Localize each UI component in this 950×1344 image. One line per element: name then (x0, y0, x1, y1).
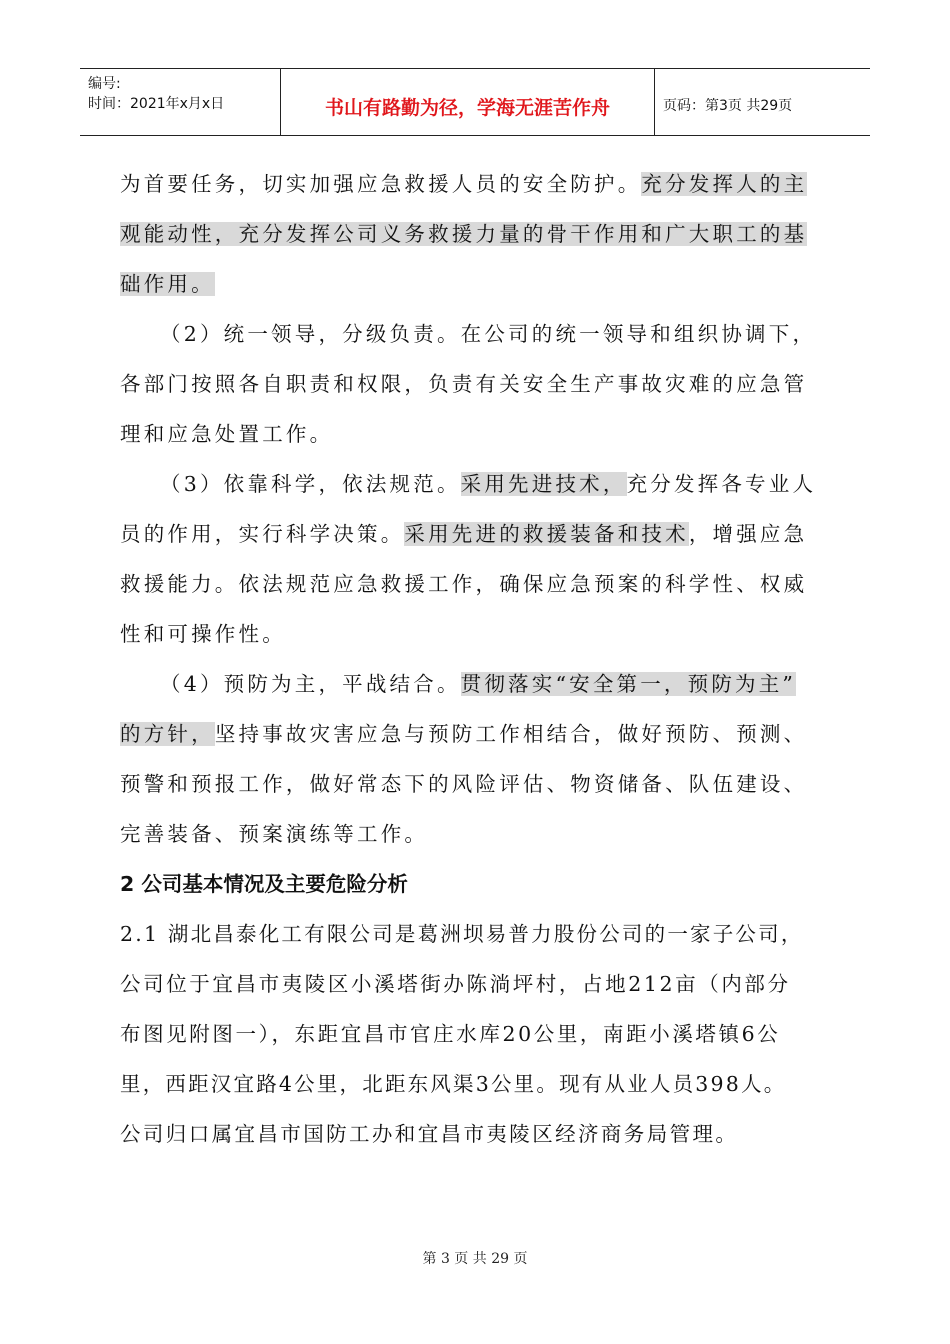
text-run: 完善装备、预案演练等工作。 (120, 822, 429, 846)
highlighted-text: 贯彻落实“安全第一，预防为主” (460, 672, 797, 696)
header-page-cell (655, 69, 870, 135)
text-run: 公司归口属宜昌市国防工办和宜昌市夷陵区经济商务局管理。 (120, 1122, 739, 1146)
header-page-info: 页码：第3页 共29页 (663, 98, 793, 114)
text-run: 救援能力。依法规范应急救援工作，确保应急预案的科学性、权威 (120, 572, 808, 596)
body-line (160, 312, 816, 356)
date-label: 时间：2021年x月x日 (88, 96, 225, 112)
body-line (120, 512, 807, 556)
header-motto-cell (281, 69, 655, 135)
text-run: 性和可操作性。 (120, 622, 286, 646)
highlighted-text: 础作用。 (120, 272, 215, 296)
body-line (120, 962, 791, 1006)
body-line (120, 712, 807, 756)
body-line (120, 912, 804, 956)
text-run: 里，西距汉宜路4公里，北距东风渠3公里。现有从业人员398人。 (120, 1072, 787, 1096)
text-run: （3）依靠科学，依法规范。 (160, 472, 461, 496)
text-run: 充分发挥各专业人 (626, 472, 817, 496)
text-run: （2）统一领导，分级负责。在公司的统一领导和组织协调下， (160, 322, 817, 346)
highlighted-text: 的方针， (120, 722, 215, 746)
header-motto: 书山有路勤为径，学海无涯苦作舟 (324, 97, 610, 119)
body-line (160, 462, 816, 506)
body-line (120, 812, 428, 856)
body-line (120, 612, 286, 656)
text-run: ，增强应急 (688, 522, 808, 546)
number-label: 编号: (88, 76, 121, 92)
body-line (120, 1012, 780, 1056)
page-footer: 第 3 页 共 29 页 (422, 1251, 528, 1267)
header-meta (80, 69, 281, 135)
body-line (120, 1112, 738, 1156)
body-line (120, 362, 807, 406)
body-line (160, 662, 796, 706)
body-line (120, 762, 807, 806)
highlighted-text: 充分发挥人的主 (641, 172, 808, 196)
text-run: （4）预防为主，平战结合。 (160, 672, 461, 696)
body-line (120, 262, 215, 306)
text-run: 布图见附图一），东距宜昌市官庄水库20公里，南距小溪塔镇6公 (120, 1022, 781, 1046)
text-run: 各部门按照各自职责和权限，负责有关安全生产事故灾难的应急管 (120, 372, 808, 396)
section-heading: 2 公司基本情况及主要危险分析 (120, 872, 408, 896)
body-line (120, 412, 333, 456)
body-line (120, 1062, 786, 1106)
text-run: 公司位于宜昌市夷陵区小溪塔街办陈淌坪村，占地212亩（内部分 (120, 972, 791, 996)
highlighted-text: 观能动性，充分发挥公司义务救援力量的骨干作用和广大职工的基 (120, 222, 808, 246)
highlighted-text: 采用先进的救援装备和技术 (404, 522, 689, 546)
body-line (120, 162, 807, 206)
highlighted-text: 采用先进技术， (460, 472, 627, 496)
text-run: 理和应急处置工作。 (120, 422, 334, 446)
text-run: 预警和预报工作，做好常态下的风险评估、物资储备、队伍建设、 (120, 772, 808, 796)
text-run: 员的作用，实行科学决策。 (120, 522, 405, 546)
text-run: 坚持事故灾害应急与预防工作相结合，做好预防、预测、 (214, 722, 808, 746)
body-line (120, 562, 807, 606)
body-line (120, 212, 807, 256)
document-header (80, 68, 870, 136)
text-run: 2.1 湖北昌泰化工有限公司是葛洲坝易普力股份公司的一家子公司， (120, 922, 804, 946)
text-run: 为首要任务，切实加强应急救援人员的安全防护。 (120, 172, 642, 196)
